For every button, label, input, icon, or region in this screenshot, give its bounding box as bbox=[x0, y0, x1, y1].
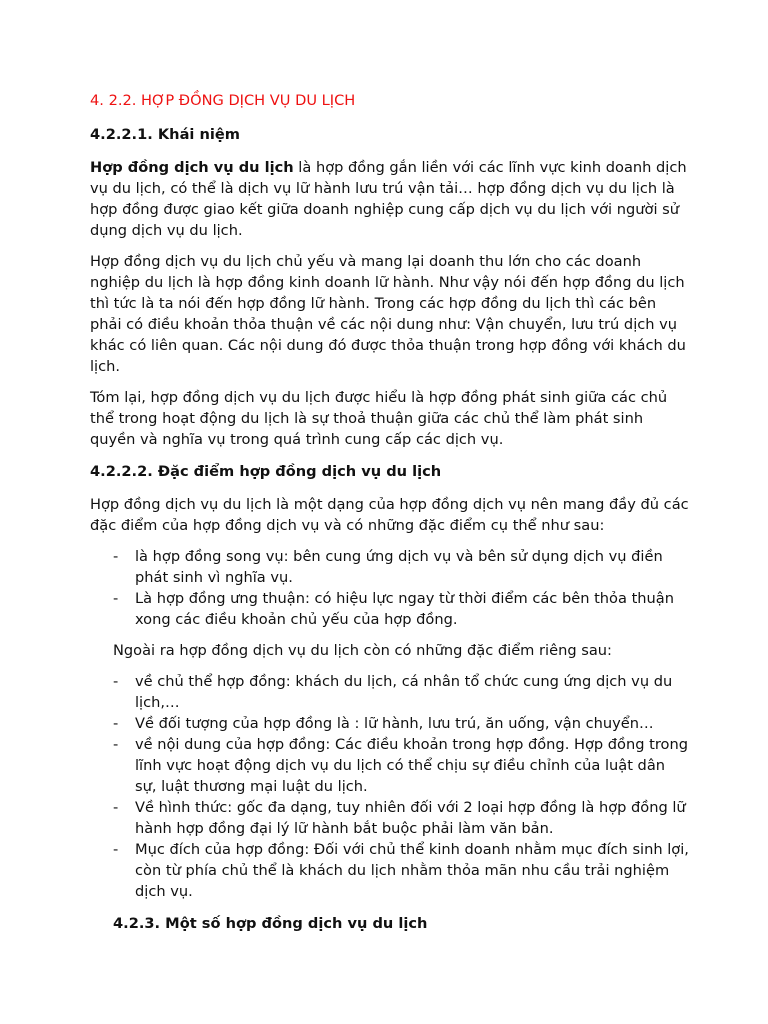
list-item-text: về chủ thể hợp đồng: khách du lịch, cá nhân tổ chức cung ứng dịch vụ du lịch,… bbox=[135, 673, 673, 711]
dash-bullet: - bbox=[113, 736, 119, 753]
dash-bullet: - bbox=[113, 799, 119, 816]
document-page bbox=[90, 89, 690, 946]
list-item bbox=[90, 546, 690, 588]
paragraph-main-revenue: Hợp đồng dịch vụ du lịch chủ yếu và mang lại doanh thu lớn cho các doanh nghiệp du lịch là hợp đồng kinh doanh lữ hành. Như vậy nói đến hợp đồng du lịch thì tức là ta nói đến hợp đồng lữ hành. Trong các hợp đồng du lịch thì các bên phải có điều khoản thỏa thuận về các nội dung như: Vận chuyển, lưu trú dịch vụ khác có liên quan. Các nội dung đó được thỏa thuận trong hợp đồng với khách du lịch. bbox=[90, 253, 686, 375]
subsection-title-characteristics: 4.2.2.2. Đặc điểm hợp đồng dịch vụ du lịch bbox=[90, 463, 442, 480]
definition-lead: Hợp đồng dịch vụ du lịch bbox=[90, 159, 294, 176]
subsection-title-contract-types: 4.2.3. Một số hợp đồng dịch vụ du lịch bbox=[113, 915, 428, 932]
paragraph-summary: Tóm lại, hợp đồng dịch vụ du lịch được hiểu là hợp đồng phát sinh giữa các chủ thể trong hoạt động du lịch là sự thoả thuận giữa các chủ thể làm phát sinh quyền và nghĩa vụ trong quá trình cung cấp các dịch vụ. bbox=[90, 389, 668, 448]
dash-bullet: - bbox=[113, 590, 119, 607]
paragraph-characteristics-intro: Hợp đồng dịch vụ du lịch là một dạng của hợp đồng dịch vụ nên mang đầy đủ các đặc điểm của hợp đồng dịch vụ và có những đặc điểm cụ thể như sau: bbox=[90, 496, 689, 534]
paragraph-specific-intro: Ngoài ra hợp đồng dịch vụ du lịch còn có những đặc điểm riêng sau: bbox=[113, 642, 612, 659]
list-item-text: là hợp đồng song vụ: bên cung ứng dịch vụ và bên sử dụng dịch vụ điền phát sinh vì nghĩa vụ. bbox=[135, 548, 663, 586]
list-specific-characteristics bbox=[90, 671, 690, 902]
dash-bullet: - bbox=[113, 673, 119, 690]
list-item-text: Về hình thức: gốc đa dạng, tuy nhiên đối với 2 loại hợp đồng là hợp đồng lữ hành hợp đồng đại lý lữ hành bắt buộc phải làm văn bản. bbox=[135, 799, 686, 837]
dash-bullet: - bbox=[113, 841, 119, 858]
list-item-text: Là hợp đồng ưng thuận: có hiệu lực ngay từ thời điểm các bên thỏa thuận xong các điều khoản chủ yếu của hợp đồng. bbox=[135, 590, 674, 628]
list-item bbox=[90, 839, 690, 902]
list-item bbox=[90, 734, 690, 797]
list-item-text: Về đối tượng của hợp đồng là : lữ hành, lưu trú, ăn uống, vận chuyển… bbox=[135, 715, 654, 732]
list-item-text: về nội dung của hợp đồng: Các điều khoản trong hợp đồng. Hợp đồng trong lĩnh vực hoạt động dịch vụ du lịch có thể chịu sự điều chỉnh của luật dân sự, luật thương mại luật du lịch. bbox=[135, 736, 688, 795]
dash-bullet: - bbox=[113, 715, 119, 732]
dash-bullet: - bbox=[113, 548, 119, 565]
list-item bbox=[90, 671, 690, 713]
list-item bbox=[90, 588, 690, 630]
subsection-title-concept: 4.2.2.1. Khái niệm bbox=[90, 126, 240, 143]
list-item-text: Mục đích của hợp đồng: Đối với chủ thể kinh doanh nhằm mục đích sinh lợi, còn từ phía chủ thể là khách du lịch nhằm thỏa mãn nhu cầu trải nghiệm dịch vụ. bbox=[135, 841, 689, 900]
list-item bbox=[90, 797, 690, 839]
list-item bbox=[90, 713, 690, 734]
section-title: 4. 2.2. HỢP ĐỒNG DỊCH VỤ DU LỊCH bbox=[90, 92, 356, 109]
list-general-characteristics bbox=[90, 546, 690, 630]
definition-body: là hợp đồng gắn liền với các lĩnh vực kinh doanh dịch vụ du lịch, có thể là dịch vụ lữ hành lưu trú vận tải… hợp đồng dịch vụ du lịch là hợp đồng được giao kết giữa doanh nghiệp cung cấp dịch vụ du lịch với người sử dụng dịch vụ du lịch. bbox=[90, 159, 687, 239]
paragraph-definition bbox=[90, 157, 690, 241]
